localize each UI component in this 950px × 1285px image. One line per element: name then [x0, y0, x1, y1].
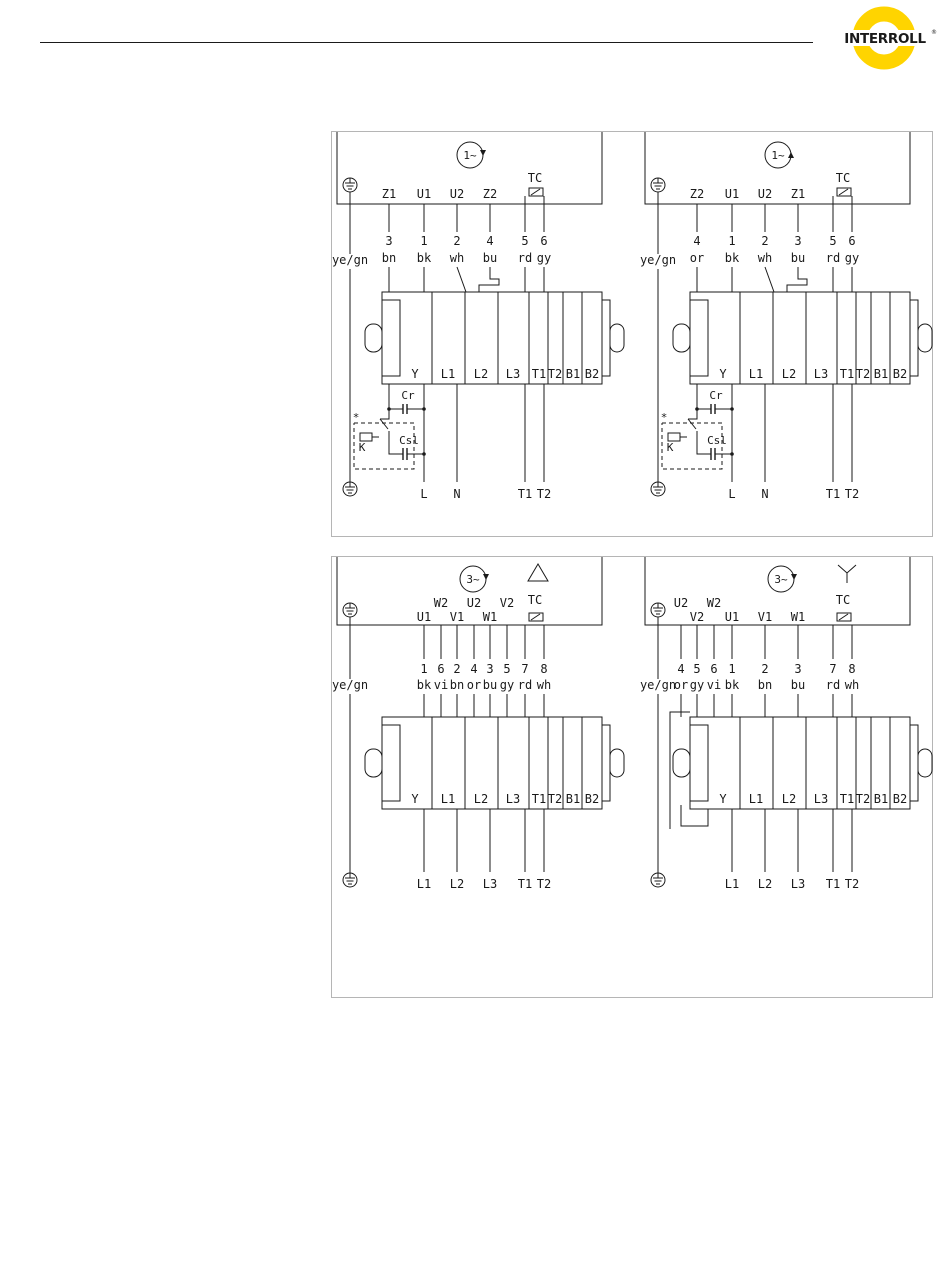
- wire-number-1: 5: [693, 662, 701, 676]
- wire-number-2: 2: [453, 234, 461, 248]
- wiring-diagram-single-phase-ccw: [332, 132, 934, 538]
- motor-terminal-w1: W1: [790, 610, 806, 624]
- wire-number-7: 8: [848, 662, 856, 676]
- earth-cable-color-label: ye/gn: [331, 678, 369, 692]
- wire-number-4: 3: [486, 662, 494, 676]
- terminal-label-l1: L1: [440, 792, 456, 806]
- wire-number-4: 5: [521, 234, 529, 248]
- wire-color-6: rd: [517, 678, 533, 692]
- rotation-symbol-label: 1~: [463, 149, 477, 162]
- supply-label-t1: T1: [825, 877, 841, 891]
- mounting-lug-left: [673, 749, 690, 777]
- thermal-contact-label: TC: [835, 171, 851, 185]
- wire-color-5: gy: [499, 678, 515, 692]
- terminal-label-l3: L3: [505, 367, 521, 381]
- wire-number-5: 5: [503, 662, 511, 676]
- terminal-block-left-bracket: [690, 300, 708, 376]
- thermal-contact-label: TC: [527, 593, 543, 607]
- wire-number-2: 6: [710, 662, 718, 676]
- wire-number-5: 3: [794, 662, 802, 676]
- wire-route-2: [765, 267, 774, 292]
- rotation-arrow-icon: [788, 152, 794, 158]
- terminal-label-t1: T1: [839, 367, 855, 381]
- wire-number-3: 1: [728, 662, 736, 676]
- star-bridge-wire: [681, 805, 708, 826]
- wire-number-3: 4: [470, 662, 478, 676]
- terminal-label-b2: B2: [584, 367, 600, 381]
- terminal-label-y: Y: [411, 792, 419, 806]
- wire-number-0: 4: [677, 662, 685, 676]
- terminal-label-b1: B1: [565, 367, 581, 381]
- wire-color-1: vi: [433, 678, 449, 692]
- wire-color-1: bk: [724, 251, 740, 265]
- wire-color-2: vi: [706, 678, 722, 692]
- terminal-block-left-bracket: [690, 725, 708, 801]
- terminal-label-t2: T2: [547, 792, 563, 806]
- motor-terminal-u2: U2: [449, 187, 465, 201]
- motor-terminal-v1: V1: [757, 610, 773, 624]
- wire-number-3: 3: [794, 234, 802, 248]
- rotation-symbol-label: 3~: [774, 573, 788, 586]
- terminal-label-l2: L2: [781, 792, 797, 806]
- wire-number-0: 3: [385, 234, 393, 248]
- wire-color-4: bn: [757, 678, 773, 692]
- rotation-symbol-label: 3~: [466, 573, 480, 586]
- supply-label-l: L: [728, 487, 736, 501]
- terminal-label-t2: T2: [855, 367, 871, 381]
- wire-number-1: 1: [728, 234, 736, 248]
- thermal-contact-label: TC: [527, 171, 543, 185]
- start-capacitor-label: Csl: [399, 434, 419, 447]
- terminal-label-t1: T1: [531, 367, 547, 381]
- relay-label: K: [666, 441, 674, 454]
- wire-number-7: 8: [540, 662, 548, 676]
- motor-terminal-v2: V2: [689, 610, 705, 624]
- wire-color-7: wh: [536, 678, 552, 692]
- logo-registered-mark: ®: [931, 29, 937, 36]
- supply-label-l1: L1: [416, 877, 432, 891]
- wire-number-0: 4: [693, 234, 701, 248]
- wire-color-4: rd: [517, 251, 533, 265]
- wire-number-1: 6: [437, 662, 445, 676]
- terminal-label-t1: T1: [531, 792, 547, 806]
- wire-color-6: rd: [825, 678, 841, 692]
- three-phase-wiring-panel: [331, 556, 933, 998]
- wire-color-0: bn: [381, 251, 397, 265]
- motor-terminal-v1: V1: [449, 610, 465, 624]
- motor-terminal-z2: Z2: [482, 187, 498, 201]
- wire-number-6: 7: [829, 662, 837, 676]
- motor-terminal-u1: U1: [724, 187, 740, 201]
- relay-footnote-mark: *: [352, 411, 360, 424]
- supply-label-l2: L2: [449, 877, 465, 891]
- interroll-logo: [838, 3, 936, 69]
- supply-label-n: N: [761, 487, 769, 501]
- relay-label: K: [358, 441, 366, 454]
- terminal-label-l1: L1: [440, 367, 456, 381]
- star-connection-icon: [838, 565, 856, 573]
- run-capacitor-label: Cr: [401, 389, 415, 402]
- wire-number-4: 2: [761, 662, 769, 676]
- supply-label-t2: T2: [536, 487, 552, 501]
- wire-color-2: wh: [757, 251, 773, 265]
- wire-color-5: gy: [844, 251, 860, 265]
- terminal-label-l1: L1: [748, 792, 764, 806]
- wire-number-2: 2: [453, 662, 461, 676]
- motor-terminal-v2: V2: [499, 596, 515, 610]
- wire-color-3: bu: [790, 251, 806, 265]
- junction-dot: [730, 452, 734, 456]
- relay-footnote-mark: *: [660, 411, 668, 424]
- wire-number-2: 2: [761, 234, 769, 248]
- supply-label-l3: L3: [482, 877, 498, 891]
- wire-color-4: bu: [482, 678, 498, 692]
- thermal-contact-label: TC: [835, 593, 851, 607]
- terminal-label-b2: B2: [892, 792, 908, 806]
- wire-number-5: 6: [848, 234, 856, 248]
- supply-label-t2: T2: [536, 877, 552, 891]
- rotation-arrow-icon: [791, 574, 797, 580]
- terminal-label-t2: T2: [547, 367, 563, 381]
- run-capacitor-label: Cr: [709, 389, 723, 402]
- supply-label-t1: T1: [825, 487, 841, 501]
- thermal-contact-blade: [839, 614, 848, 620]
- wire-number-0: 1: [420, 662, 428, 676]
- terminal-label-l3: L3: [813, 367, 829, 381]
- terminal-label-b2: B2: [892, 367, 908, 381]
- motor-terminal-w1: W1: [482, 610, 498, 624]
- wire-color-7: wh: [844, 678, 860, 692]
- wire-color-0: or: [673, 678, 689, 692]
- wire-color-5: gy: [536, 251, 552, 265]
- motor-terminal-u1: U1: [724, 610, 740, 624]
- supply-label-l3: L3: [790, 877, 806, 891]
- header-rule: [40, 42, 813, 43]
- supply-label-t1: T1: [517, 877, 533, 891]
- wire-number-5: 6: [540, 234, 548, 248]
- earth-cable-color-label: ye/gn: [331, 253, 369, 267]
- terminal-label-l3: L3: [505, 792, 521, 806]
- terminal-block-right-bracket: [910, 725, 918, 801]
- motor-terminal-z1: Z1: [790, 187, 806, 201]
- wire-color-1: bk: [416, 251, 432, 265]
- supply-label-l: L: [420, 487, 428, 501]
- motor-terminal-w2: W2: [706, 596, 722, 610]
- relay-coil-icon: [668, 433, 680, 441]
- terminal-label-l2: L2: [473, 367, 489, 381]
- earth-cable-color-label: ye/gn: [639, 678, 677, 692]
- motor-terminal-z2: Z2: [689, 187, 705, 201]
- wiring-diagram-three-phase-star: [332, 557, 934, 999]
- wire-color-1: gy: [689, 678, 705, 692]
- mounting-lug-right: [918, 749, 932, 777]
- thermal-contact-blade: [839, 189, 848, 195]
- terminal-label-b2: B2: [584, 792, 600, 806]
- motor-terminal-z1: Z1: [381, 187, 397, 201]
- wire-color-4: rd: [825, 251, 841, 265]
- supply-label-t2: T2: [844, 877, 860, 891]
- mounting-lug-left: [673, 324, 690, 352]
- motor-terminal-u2: U2: [466, 596, 482, 610]
- terminal-label-l2: L2: [473, 792, 489, 806]
- wire-color-3: bk: [724, 678, 740, 692]
- wire-color-0: or: [689, 251, 705, 265]
- terminal-label-y: Y: [411, 367, 419, 381]
- motor-terminal-u1: U1: [416, 610, 432, 624]
- wire-color-0: bk: [416, 678, 432, 692]
- junction-dot: [730, 407, 734, 411]
- mounting-lug-right: [918, 324, 932, 352]
- logo-wordmark: INTERROLL: [844, 31, 926, 47]
- wire-number-1: 1: [420, 234, 428, 248]
- wire-color-2: bn: [449, 678, 465, 692]
- terminal-label-b1: B1: [873, 792, 889, 806]
- earth-cable-color-label: ye/gn: [639, 253, 677, 267]
- terminal-label-l1: L1: [748, 367, 764, 381]
- motor-terminal-w2: W2: [433, 596, 449, 610]
- wire-number-6: 7: [521, 662, 529, 676]
- wire-number-4: 5: [829, 234, 837, 248]
- terminal-label-t2: T2: [855, 792, 871, 806]
- supply-label-t2: T2: [844, 487, 860, 501]
- terminal-label-y: Y: [719, 792, 727, 806]
- relay-contact-feed: [688, 409, 697, 419]
- terminal-label-b1: B1: [873, 367, 889, 381]
- motor-terminal-u1: U1: [416, 187, 432, 201]
- supply-label-l2: L2: [757, 877, 773, 891]
- terminal-label-b1: B1: [565, 792, 581, 806]
- wire-color-2: wh: [449, 251, 465, 265]
- wire-route-3: [787, 267, 807, 292]
- rotation-symbol-label: 1~: [771, 149, 785, 162]
- motor-terminal-u2: U2: [757, 187, 773, 201]
- motor-terminal-u2: U2: [673, 596, 689, 610]
- start-capacitor-label: Csl: [707, 434, 727, 447]
- relay-contact-blade: [688, 419, 696, 429]
- terminal-label-y: Y: [719, 367, 727, 381]
- terminal-block-right-bracket: [910, 300, 918, 376]
- supply-label-l1: L1: [724, 877, 740, 891]
- wire-color-5: bu: [790, 678, 806, 692]
- terminal-label-l3: L3: [813, 792, 829, 806]
- terminal-label-t1: T1: [839, 792, 855, 806]
- wire-color-3: or: [466, 678, 482, 692]
- terminal-label-l2: L2: [781, 367, 797, 381]
- single-phase-wiring-panel: [331, 131, 933, 537]
- wire-number-3: 4: [486, 234, 494, 248]
- wire-color-3: bu: [482, 251, 498, 265]
- supply-label-n: N: [453, 487, 461, 501]
- supply-label-t1: T1: [517, 487, 533, 501]
